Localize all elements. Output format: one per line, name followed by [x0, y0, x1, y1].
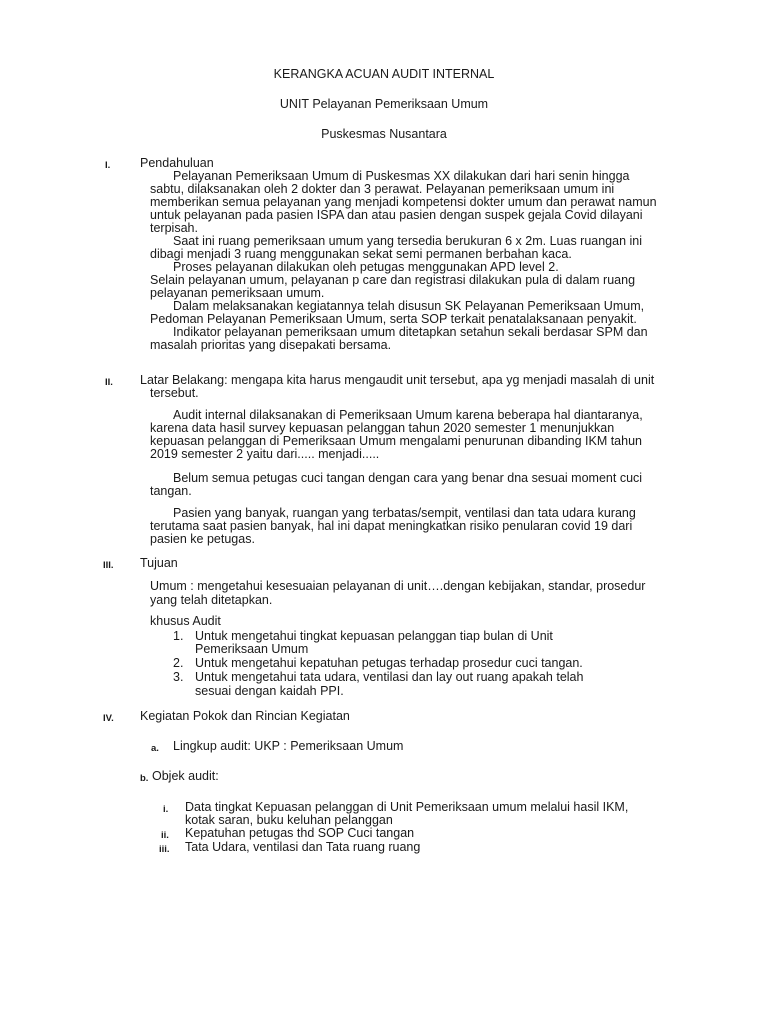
unit-title: UNIT Pelayanan Pemeriksaan Umum — [279, 97, 489, 111]
section-4-heading: Kegiatan Pokok dan Rincian Kegiatan — [140, 709, 350, 723]
list-item: Tata Udara, ventilasi dan Tata ruang ruang — [185, 840, 421, 854]
puskesmas-name: Puskesmas Nusantara — [321, 127, 447, 141]
list-item: Untuk mengetahui tingkat kepuasan pelanggan tiap bulan di Unit — [195, 629, 553, 643]
section-1-heading: Pendahuluan — [140, 156, 214, 170]
paragraph-line: kepuasan pelanggan di Pemeriksaan Umum mengalami penurunan dibanding IKM tahun — [150, 434, 642, 448]
paragraph-line: Pasien yang banyak, ruangan yang terbatas/sempit, ventilasi dan tata udara kurang — [173, 506, 636, 520]
object-heading: Objek audit: — [152, 769, 219, 783]
list-item: sesuai dengan kaidah PPI. — [195, 684, 344, 698]
paragraph-line: Audit internal dilaksanakan di Pemeriksaan Umum karena beberapa hal diantaranya, — [173, 408, 643, 422]
document-title: KERANGKA ACUAN AUDIT INTERNAL — [273, 67, 495, 81]
list-item: Untuk mengetahui kepatuhan petugas terhadap prosedur cuci tangan. — [195, 656, 583, 670]
paragraph-line: pelayanan pemeriksaan umum. — [150, 286, 325, 300]
paragraph-line: yang telah ditetapkan. — [150, 593, 273, 607]
paragraph-line: tangan. — [150, 484, 192, 498]
section-2-number: II. — [105, 377, 113, 388]
paragraph-line: pasien ke petugas. — [150, 532, 255, 546]
list-item: Pemeriksaan Umum — [195, 642, 309, 656]
list-item-number: 2. — [173, 656, 184, 670]
paragraph-line: Pelayanan Pemeriksaan Umum di Puskesmas XX dilakukan dari hari senin hingga — [173, 169, 630, 183]
paragraph-line: terpisah. — [150, 221, 198, 235]
paragraph-line: Saat ini ruang pemeriksaan umum yang tersedia berukuran 6 x 2m. Luas ruangan ini — [173, 234, 643, 248]
paragraph-line: Pedoman Pelayanan Pemeriksaan Umum, serta SOP terkait penatalaksanaan penyakit. — [150, 312, 637, 326]
paragraph-line: memberikan semua pelayanan yang menjadi kompetensi dokter umum dan perawat namun — [150, 195, 657, 209]
paragraph-line: terutama saat pasien banyak, hal ini dapat meningkatkan risiko penularan covid 19 dari — [150, 519, 633, 533]
paragraph-line: Proses pelayanan dilakukan oleh petugas menggunakan APD level 2. — [173, 260, 559, 274]
list-item: Untuk mengetahui tata udara, ventilasi dan lay out ruang apakah telah — [195, 670, 584, 684]
section-3-number: III. — [103, 560, 114, 571]
paragraph-line: masalah prioritas yang disepakati bersama. — [150, 338, 392, 352]
list-item: Kepatuhan petugas thd SOP Cuci tangan — [185, 826, 415, 840]
section-1-number: I. — [105, 160, 111, 171]
khusus-audit-label: khusus Audit — [150, 614, 221, 628]
paragraph-line: untuk pelayanan pada pasien ISPA dan atau pasien dengan suspek gejala Covid dilayani — [150, 208, 643, 222]
paragraph-line: Dalam melaksanakan kegiatannya telah disusun SK Pelayanan Pemeriksaan Umum, — [173, 299, 645, 313]
list-item-number: iii. — [159, 844, 170, 855]
paragraph-line: Indikator pelayanan pemeriksaan umum ditetapkan setahun sekali berdasar SPM dan — [173, 325, 648, 339]
list-item-number: 3. — [173, 670, 184, 684]
section-4-number: IV. — [103, 713, 114, 724]
list-item: kotak saran, buku keluhan pelanggan — [185, 813, 393, 827]
paragraph-line: Selain pelayanan umum, pelayanan p care dan registrasi dilakukan pula di dalam ruang — [150, 273, 636, 287]
list-item-number: ii. — [161, 830, 169, 841]
list-item-number: 1. — [173, 629, 184, 643]
list-item: Data tingkat Kepuasan pelanggan di Unit Pemeriksaan umum melalui hasil IKM, — [185, 800, 629, 814]
item-a-letter: a. — [151, 743, 159, 754]
section-3-heading: Tujuan — [140, 556, 178, 570]
scope-text: Lingkup audit: UKP : Pemeriksaan Umum — [173, 739, 404, 753]
paragraph-line: 2019 semester 2 yaitu dari..... menjadi..... — [150, 447, 380, 461]
paragraph-line: dibagi menjadi 3 ruang menggunakan sekat semi permanen berbahan kaca. — [150, 247, 572, 261]
paragraph-line: tersebut. — [150, 386, 199, 400]
section-2-heading: Latar Belakang: mengapa kita harus mengaudit unit tersebut, apa yg menjadi masalah di unit — [140, 373, 655, 387]
item-b-letter: b. — [140, 773, 149, 784]
paragraph-line: Belum semua petugas cuci tangan dengan cara yang benar dna sesuai moment cuci — [173, 471, 643, 485]
list-item-number: i. — [163, 804, 169, 815]
paragraph-line: sabtu, dilaksanakan oleh 2 dokter dan 3 perawat. Pelayanan pemeriksaan umum ini — [150, 182, 615, 196]
paragraph-line: Umum : mengetahui kesesuaian pelayanan di unit….dengan kebijakan, standar, prosedur — [150, 579, 646, 593]
paragraph-line: karena data hasil survey kepuasan pelanggan tahun 2020 semester 1 menunjukkan — [150, 421, 615, 435]
